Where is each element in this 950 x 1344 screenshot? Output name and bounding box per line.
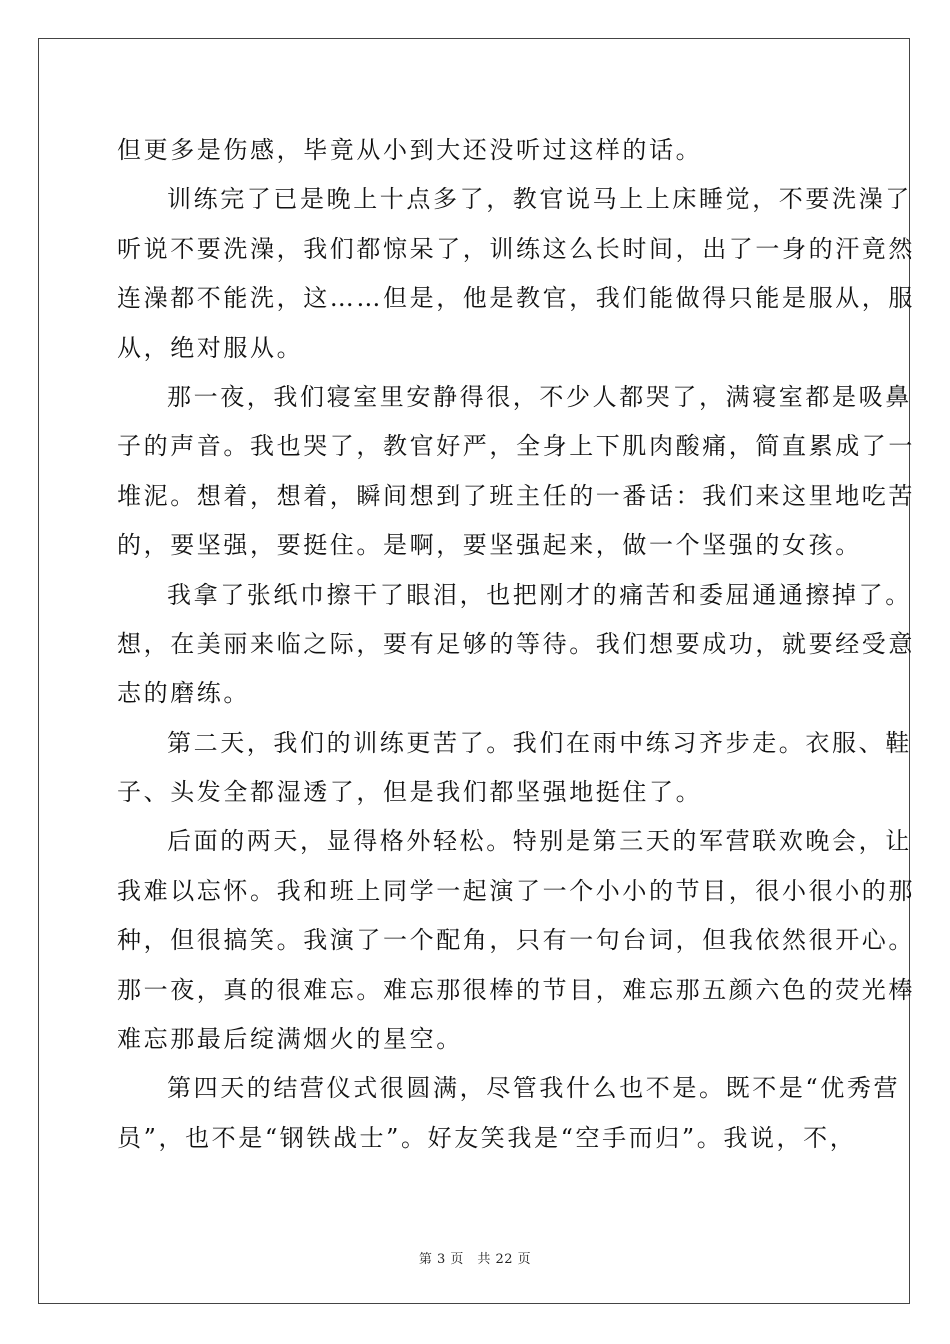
text-line: 第二天，我们的训练更苦了。我们在雨中练习齐步走。衣服、鞋	[167, 728, 912, 757]
text-line: 我难以忘怀。我和班上同学一起演了一个小小的节目，很小很小的那	[117, 876, 915, 905]
text-line: 听说不要洗澡，我们都惊呆了，训练这么长时间，出了一身的汗竟然	[117, 234, 915, 263]
text-line: 员”，也不是“钢铁战士”。好友笑我是“空手而归”。我说，不，	[117, 1123, 857, 1152]
text-line: 从，绝对服从。	[117, 333, 304, 362]
text-line: 志的磨练。	[117, 679, 250, 708]
text-line: 想，在美丽来临之际，要有足够的等待。我们想要成功，就要经受意	[117, 629, 915, 658]
text-line: 第四天的结营仪式很圆满，尽管我什么也不是。既不是“优秀营	[167, 1074, 901, 1103]
text-line: 难忘那最后绽满烟火的星空。	[117, 1025, 463, 1054]
text-line: 子的声音。我也哭了，教官好严，全身上下肌肉酸痛，简直累成了一	[117, 432, 915, 461]
text-line: 子、头发全都湿透了，但是我们都坚强地挺住了。	[117, 778, 703, 807]
text-line: 连澡都不能洗，这……但是，他是教官，我们能做得只能是服从，服	[117, 284, 915, 313]
document-body	[117, 126, 915, 1163]
text-line: 后面的两天，显得格外轻松。特别是第三天的军营联欢晚会，让	[167, 827, 912, 856]
text-line: 那一夜，真的很难忘。难忘那很棒的节目，难忘那五颜六色的荧光棒	[117, 975, 915, 1004]
text-line: 那一夜，我们寝室里安静得很，不少人都哭了，满寝室都是吸鼻	[167, 382, 912, 411]
text-line: 但更多是伤感，毕竟从小到大还没听过这样的话。	[117, 136, 703, 164]
text-line: 我拿了张纸巾擦干了眼泪，也把刚才的痛苦和委屈通通擦掉了。	[167, 580, 912, 609]
page-number-footer: 第 3 页 共 22 页	[418, 1252, 532, 1267]
text-line: 的，要坚强，要挺住。是啊，要坚强起来，做一个坚强的女孩。	[117, 531, 862, 560]
text-line: 堆泥。想着，想着，瞬间想到了班主任的一番话：我们来这里地吃苦	[117, 481, 915, 510]
text-line: 种，但很搞笑。我演了一个配角，只有一句台词，但我依然很开心。	[117, 926, 915, 955]
text-line: 训练完了已是晚上十点多了，教官说马上上床睡觉，不要洗澡了	[167, 185, 912, 214]
